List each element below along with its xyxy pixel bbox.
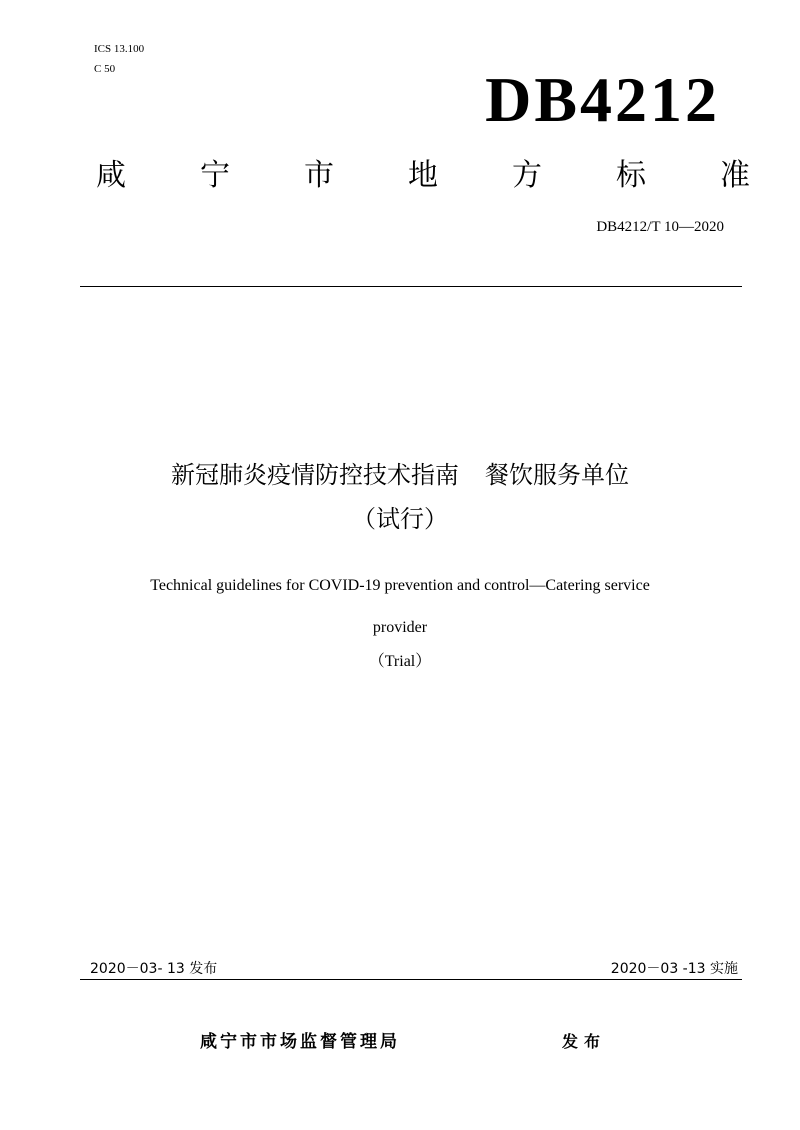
standard-type-char: 地 [408, 158, 438, 193]
standard-type-heading [96, 156, 750, 196]
standard-type-char: 方 [512, 158, 542, 193]
document-title-en: Technical guidelines for COVID-19 prevention and control—Catering service [150, 577, 650, 594]
standard-type-char: 咸 [96, 158, 126, 193]
document-title-en-trial: （Trial） [368, 653, 432, 670]
standard-code-heading: DB4212 [485, 64, 720, 135]
document-title-cn-main: 新冠肺炎疫情防控技术指南 [171, 461, 459, 489]
standard-type-char: 准 [720, 158, 750, 193]
issuing-authority: 咸宁市市场监督管理局 [200, 1032, 400, 1052]
ics-code: ICS 13.100 [94, 43, 145, 55]
issue-date: 2020－03- 13 发布 [90, 961, 218, 977]
standard-type-char: 标 [616, 158, 646, 193]
header-divider [80, 286, 742, 287]
document-title-cn-trial: （试行） [352, 505, 448, 533]
standard-type-char: 宁 [200, 158, 230, 193]
document-title-cn-sub: 餐饮服务单位 [485, 461, 629, 489]
footer-divider [80, 979, 742, 980]
issue-action: 发布 [562, 1032, 607, 1051]
standard-number: DB4212/T 10—2020 [596, 219, 724, 235]
document-title-en-continued: provider [372, 619, 428, 636]
ccs-code: C 50 [94, 63, 116, 75]
document-title-cn [0, 458, 800, 492]
implementation-date: 2020－03 -13 实施 [610, 961, 738, 977]
standard-type-char: 市 [304, 158, 334, 193]
